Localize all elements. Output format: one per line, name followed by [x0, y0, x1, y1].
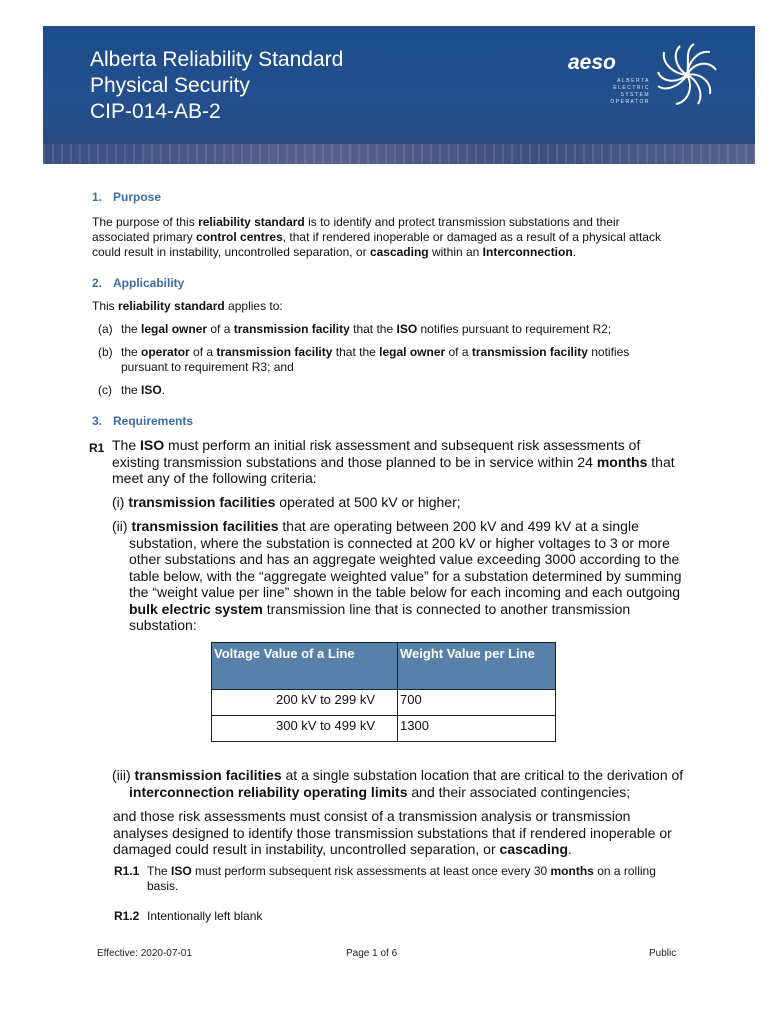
section-heading-applicability	[92, 276, 184, 290]
table-row	[212, 716, 556, 742]
section-number: 2.	[92, 276, 103, 290]
applicability-intro: This reliability standard applies to:	[92, 299, 283, 313]
requirement-text-r1-2: Intentionally left blank	[147, 909, 263, 923]
list-item-a	[98, 322, 658, 337]
requirement-label-r1: R1	[89, 441, 105, 455]
table-cell: 700	[398, 690, 556, 716]
section-number: 1.	[92, 190, 103, 204]
logo-sub-line: SYSTEM	[620, 92, 650, 98]
logo-subtitle	[600, 78, 650, 106]
title-line-3: CIP-014-AB-2	[90, 100, 221, 123]
list-label: (c)	[98, 383, 112, 397]
table-header-cell: Weight Value per Line	[398, 643, 556, 690]
list-text: the legal owner of a transmission facility that the ISO notifies pursuant to requirement R2;	[121, 322, 612, 336]
criterion-iii: (iii) transmission facilities at a single substation location that are critical to the derivation of interconnection reliability operating limits and their associated contingencies;	[112, 767, 684, 800]
logo-sub-line: ALBERTA	[617, 78, 650, 84]
purpose-paragraph: The purpose of this reliability standard is to identify and protect transmission substations and their associated primary control centres, that if rendered inoperable or damaged as a result of a physical attack could result in instability, uncontrolled separation, or cascading within an Interconnection.	[92, 215, 661, 259]
table-cell: 200 kV to 299 kV	[212, 690, 398, 716]
table-cell: 1300	[398, 716, 556, 742]
list-item-b	[98, 345, 658, 375]
swirl-logo-icon	[654, 42, 720, 108]
criterion-label: (i)	[112, 494, 125, 510]
footer-classification: Public	[649, 948, 677, 959]
table-header-row	[212, 643, 556, 690]
weight-value-table	[211, 642, 556, 742]
list-item-c	[98, 383, 658, 398]
requirement-label-r1-2: R1.2	[114, 909, 140, 923]
criterion-ii: (ii) transmission facilities that are operating between 200 kV and 499 kV at a single substation, where the substation is connected at 200 kV or higher voltages to 3 or more other substations and has an aggregate weighted value exceeding 3000 according to the table below, with the “aggregate weighted value” for a substation determined by summing the “weight value per line” shown in the table below for each incoming and each outgoing bulk electric system transmission line that is connected to another transmission substation:	[112, 518, 682, 633]
list-text: the ISO.	[121, 383, 166, 397]
document-title	[90, 47, 343, 125]
table-row	[212, 690, 556, 716]
section-heading-requirements	[92, 414, 193, 428]
section-heading-purpose	[92, 190, 161, 204]
aeso-logo	[568, 42, 728, 112]
requirement-text-r1: The ISO must perform an initial risk assessment and subsequent risk assessments of existing transmission substations and those planned to be in service within 24 months that meet any of the following criteria:	[112, 437, 675, 486]
title-line-1: Alberta Reliability Standard	[90, 48, 344, 71]
criterion-i: (i) transmission facilities operated at 500 kV or higher;	[112, 494, 461, 510]
criterion-label: (ii)	[112, 518, 128, 534]
banner-photo-strip	[43, 144, 755, 164]
closing-paragraph: and those risk assessments must consist of a transmission analysis or transmission analyses designed to identify those transmission substations that if rendered inoperable or damaged could result in instability, uncontrolled separation, or cascading.	[113, 808, 672, 857]
logo-wordmark: aeso	[568, 51, 616, 74]
section-title: Purpose	[113, 190, 162, 204]
list-label: (a)	[98, 322, 113, 336]
section-title: Requirements	[113, 414, 194, 428]
requirement-text-r1-1: The ISO must perform subsequent risk assessments at least once every 30 months on a rolling basis.	[147, 864, 656, 893]
logo-sub-line: ELECTRIC	[613, 85, 650, 91]
section-title: Applicability	[113, 276, 185, 290]
title-line-2: Physical Security	[90, 74, 250, 97]
criterion-label: (iii)	[112, 767, 131, 783]
header-banner	[43, 26, 755, 164]
footer-effective-date: Effective: 2020-07-01	[97, 948, 192, 959]
list-text: the operator of a transmission facility that the legal owner of a transmission facility notifies pursuant to requirement R3; and	[121, 345, 630, 374]
list-label: (b)	[98, 345, 113, 359]
section-number: 3.	[92, 414, 103, 428]
requirement-label-r1-1: R1.1	[114, 864, 140, 878]
table-cell: 300 kV to 499 kV	[212, 716, 398, 742]
footer-page-number: Page 1 of 6	[346, 948, 398, 959]
logo-sub-line: OPERATOR	[610, 99, 650, 105]
table-header-cell: Voltage Value of a Line	[212, 643, 398, 690]
